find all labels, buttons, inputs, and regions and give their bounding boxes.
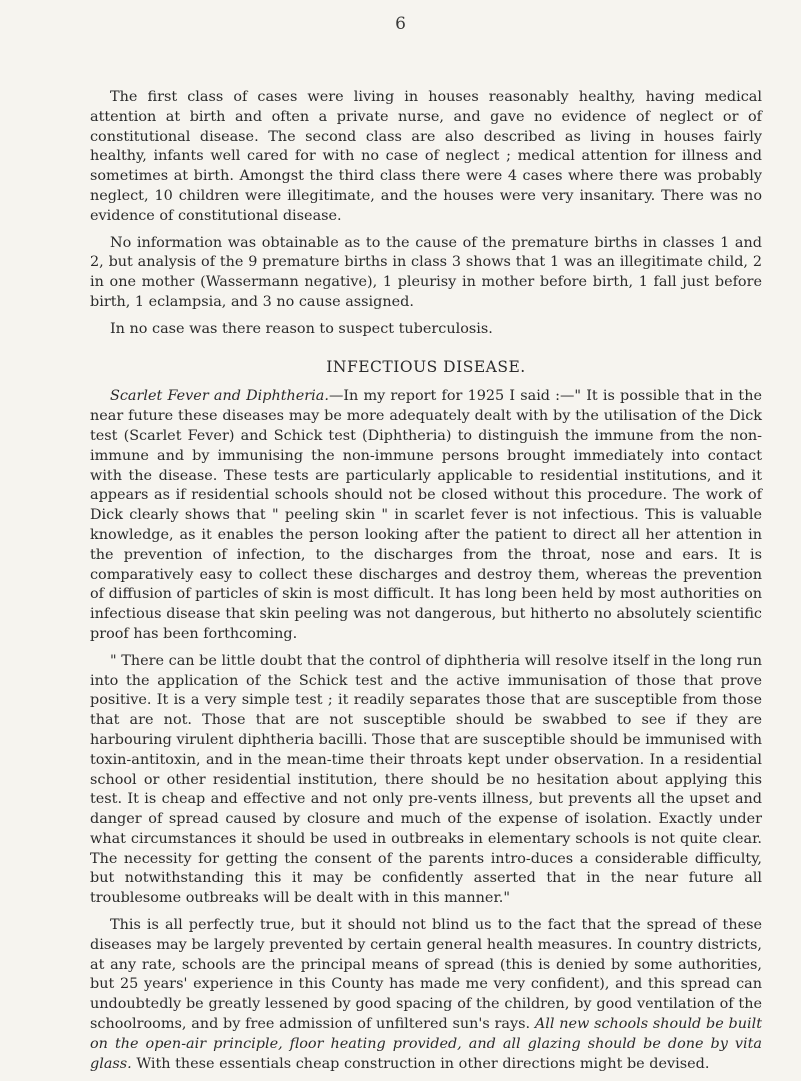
page-number: 6 (395, 14, 406, 34)
paragraph-tuberculosis: In no case was there reason to suspect tuberculosis. (110, 320, 493, 337)
paragraph-general-measures (90, 916, 762, 1074)
document-body (90, 88, 762, 1081)
paragraph-general-measures-start: This is all perfectly true, but it should not blind us to the fact that the spread of these diseases may be largely prevented by certain general health measures. In country districts, at any rate, schools are the principal means of spread (this is denied by some authorities, but 25 years' experience in this County has made me very confident), and this spread can undoubtedly be greatly lessened by good spacing of the children, by good ventilation of the schoolrooms, and by free admission of unfiltered sun's rays. (90, 917, 762, 1033)
paragraph-premature-births: No information was obtainable as to the cause of the premature births in classes 1 and 2, but analysis of the 9 premature births in class 3 shows that 1 was an illegitimate child, 2 in one mother (Wassermann negative), 1 pleurisy in mother before birth, 1 fall just before birth, 1 eclampsia, and 3 no cause assigned. (90, 234, 762, 310)
section-heading: INFECTIOUS DISEASE. (326, 357, 526, 376)
paragraph-general-measures-emphasis: All new schools should be built on the open-air principle, floor heating provided, and all glazing should be done by vita glass. (90, 1016, 763, 1072)
paragraph-diphtheria-quote: " There can be little doubt that the control of diphtheria will resolve itself in the long run into the application of the Schick test and the active immunisation of those that prove positive. It is a very simple test ; it readily separates those that are susceptible from those that are not. Those that are not susceptible should be swabbed to see if they are harbouring virulent diphtheria bacilli. Those that are susceptible should be immunised with toxin-antitoxin, and in the mean-time their throats kept under observation. In a residential school or other residential institution, there should be no hesitation about applying this test. It is cheap and effective and not only pre-vents illness, but prevents all the upset and danger of spread caused by closure and much of the expense of isolation. Exactly under what circumstances it should be used in outbreaks in elementary schools is not quite clear. The necessity for getting the consent of the parents intro-duces a considerable difficulty, but notwithstanding this it may be confidently asserted that in the near future all troublesome outbreaks will be dealt with in this manner." (90, 652, 762, 907)
paragraph-scarlet-fever (90, 387, 762, 644)
paragraph-scarlet-fever-text: —In my report for 1925 I said :—" It is possible that in the near future these diseases may be more adequately dealt with by the utilisation of the Dick test (Scarlet Fever) and Schick test (Diphtheria) to distinguish the immune from the non-immune and by immunising the non-immune persons brought immediately into contact with the disease. These tests are particularly applicable to residential institutions, and it appears as if residential schools should not be closed without this procedure. The work of Dick clearly shows that " peeling skin " in scarlet fever is not infectious. This is valuable knowledge, as it enables the person looking after the patient to direct all her attention in the prevention of infection, to the discharges from the throat, nose and ears. It is comparatively easy to collect these discharges and destroy them, whereas the prevention of diffusion of particles of skin is most difficult. It has long been held by most authorities on infectious disease that skin peeling was not dangerous, but hitherto no absolutely scientific proof has been forthcoming. (90, 388, 762, 642)
paragraph-class-description: The first class of cases were living in houses reasonably healthy, having medical attention at birth and often a private nurse, and gave no evidence of neglect or of constitutional disease. The second class are also described as living in houses fairly healthy, infants well cared for with no case of neglect ; medical attention for illness and sometimes at birth. Amongst the third class there were 4 cases where there was probably neglect, 10 children were illegitimate, and the houses were very insanitary. There was no evidence of constitutional disease. (90, 89, 762, 224)
paragraph-general-measures-end: With these essentials cheap construction in other directions might be devised. (136, 1055, 710, 1072)
paragraph-scarlet-fever-title: Scarlet Fever and Diphtheria. (110, 388, 329, 405)
